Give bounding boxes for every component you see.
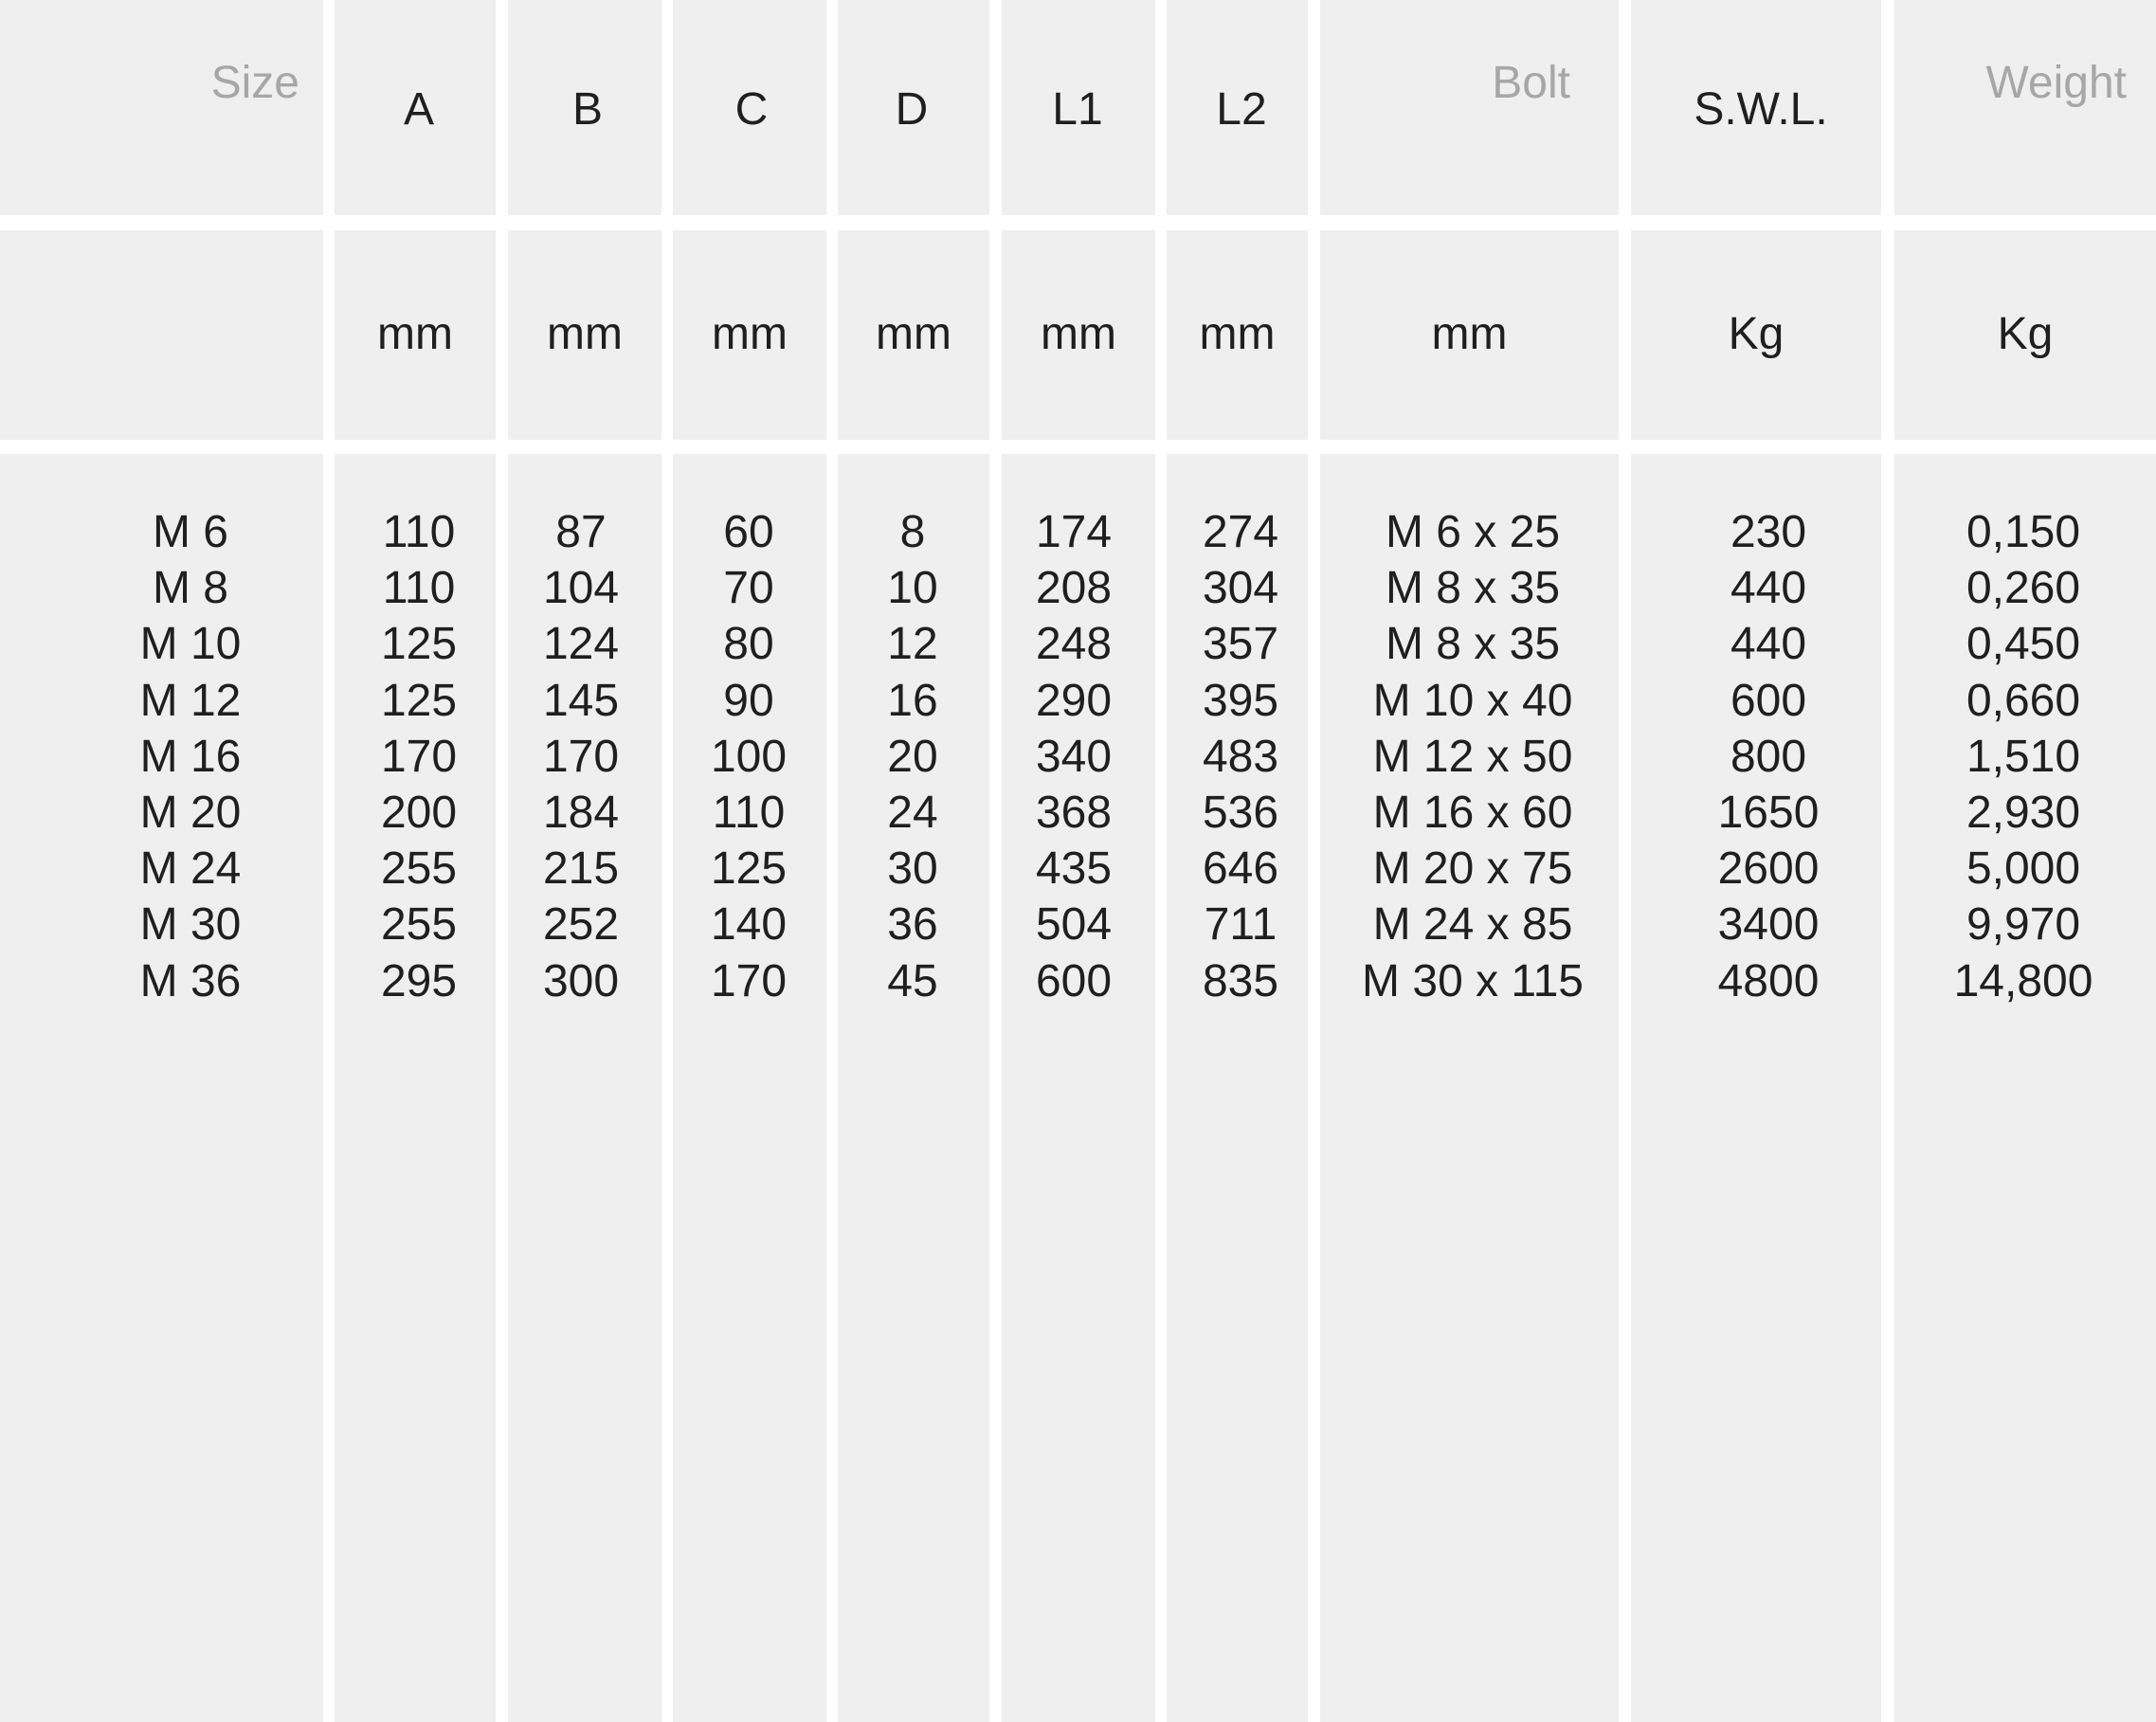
table-cell: 4800 xyxy=(1717,955,1820,1006)
table-cell: 711 xyxy=(1204,899,1277,951)
table-cell: 30 xyxy=(887,843,938,895)
column-unit-l1: mm xyxy=(1041,309,1116,359)
table-cell: M 24 xyxy=(139,843,242,895)
column-header-size: Size xyxy=(210,58,299,108)
column-header-l1: L1 xyxy=(1052,84,1103,135)
table-cell: 174 xyxy=(1035,507,1113,557)
table-cell: 110 xyxy=(382,563,456,614)
column-unit-b: mm xyxy=(547,309,623,359)
table-cell: M 36 xyxy=(139,955,242,1006)
header-cell-a xyxy=(335,0,496,215)
table-cell: M 6 x 25 xyxy=(1385,507,1561,557)
column-header-d: D xyxy=(895,84,929,135)
table-cell: M 12 x 50 xyxy=(1372,731,1573,782)
table-cell: 290 xyxy=(1035,675,1113,726)
table-cell: 536 xyxy=(1202,788,1279,839)
table-cell: 252 xyxy=(542,899,620,951)
table-cell: M 8 xyxy=(152,563,228,614)
header-cell-size xyxy=(0,0,323,215)
table-cell: 255 xyxy=(380,899,458,951)
header-cell-b xyxy=(508,0,661,215)
table-cell: 0,150 xyxy=(1966,507,2081,557)
table-cell: M 20 x 75 xyxy=(1372,843,1573,895)
table-cell: 230 xyxy=(1730,507,1807,557)
table-cell: 274 xyxy=(1202,507,1279,557)
table-cell: 10 xyxy=(887,563,938,614)
table-cell: M 6 xyxy=(152,507,228,557)
header-cell-d xyxy=(838,0,989,215)
header-cell-bolt xyxy=(1320,0,1619,215)
table-cell: 0,660 xyxy=(1966,675,2081,726)
header-cell-s-w-l xyxy=(1631,0,1881,215)
table-cell: 12 xyxy=(887,619,938,670)
column-header-a: A xyxy=(403,84,435,135)
unit-cell-bolt xyxy=(1320,230,1619,440)
table-cell: M 16 x 60 xyxy=(1372,788,1573,839)
table-cell: M 20 xyxy=(139,788,242,839)
table-cell: 145 xyxy=(542,675,620,726)
table-cell: M 16 xyxy=(139,731,242,782)
table-cell: 304 xyxy=(1202,563,1279,614)
column-header-c: C xyxy=(734,84,769,135)
table-cell: 255 xyxy=(380,843,458,895)
table-cell: 9,970 xyxy=(1966,899,2081,951)
column-header-l2: L2 xyxy=(1216,84,1267,135)
unit-cell-weight xyxy=(1894,230,2156,440)
table-cell: M 10 xyxy=(139,619,242,670)
table-cell: 0,260 xyxy=(1966,563,2081,614)
column-values-weight xyxy=(1834,504,2156,1009)
table-cell: 1650 xyxy=(1717,788,1820,839)
table-cell: 600 xyxy=(1730,675,1807,726)
column-unit-c: mm xyxy=(712,309,788,359)
header-cell-c xyxy=(673,0,826,215)
table-cell: M 30 xyxy=(139,899,242,951)
table-cell: 125 xyxy=(380,619,458,670)
table-cell: 295 xyxy=(380,955,458,1006)
column-unit-l2: mm xyxy=(1199,309,1276,359)
table-cell: 504 xyxy=(1035,899,1113,951)
column-unit-d: mm xyxy=(876,309,951,359)
column-unit-weight: Kg xyxy=(1997,309,2054,359)
column-header-s-w-l: S.W.L. xyxy=(1694,84,1828,135)
table-cell: 300 xyxy=(542,955,620,1006)
table-cell: M 24 x 85 xyxy=(1372,899,1573,951)
unit-cell-s-w-l xyxy=(1631,230,1881,440)
column-unit-s-w-l: Kg xyxy=(1728,309,1785,359)
table-cell: M 12 xyxy=(139,675,242,726)
unit-cell-c xyxy=(673,230,826,440)
table-cell: 368 xyxy=(1035,788,1113,839)
unit-cell-d xyxy=(838,230,989,440)
table-cell: 16 xyxy=(887,675,938,726)
table-cell: 110 xyxy=(382,507,456,557)
unit-cell-l1 xyxy=(1002,230,1155,440)
table-cell: 125 xyxy=(380,675,458,726)
table-cell: 5,000 xyxy=(1966,843,2081,895)
unit-cell-b xyxy=(508,230,661,440)
header-cell-weight xyxy=(1894,0,2156,215)
table-cell: 0,450 xyxy=(1966,619,2081,670)
table-cell: M 8 x 35 xyxy=(1385,619,1561,670)
table-cell: 170 xyxy=(710,955,788,1006)
table-cell: 170 xyxy=(380,731,458,782)
table-cell: 646 xyxy=(1202,843,1279,895)
table-cell: 36 xyxy=(887,899,938,951)
table-cell: 80 xyxy=(723,619,774,670)
column-header-weight: Weight xyxy=(1985,58,2127,108)
table-cell: 24 xyxy=(887,788,938,839)
table-cell: 248 xyxy=(1035,619,1113,670)
table-cell: M 30 x 115 xyxy=(1362,955,1584,1006)
table-cell: 20 xyxy=(887,731,938,782)
table-cell: 184 xyxy=(542,788,620,839)
table-cell: 2600 xyxy=(1717,843,1820,895)
table-cell: 208 xyxy=(1035,563,1113,614)
table-cell: 110 xyxy=(712,788,786,839)
table-cell: 2,930 xyxy=(1966,788,2081,839)
table-cell: 483 xyxy=(1202,731,1279,782)
header-cell-l2 xyxy=(1167,0,1308,215)
unit-cell-size xyxy=(0,230,323,440)
table-cell: 215 xyxy=(542,843,620,895)
column-header-bolt: Bolt xyxy=(1492,58,1570,108)
table-cell: 440 xyxy=(1730,563,1807,614)
table-cell: 124 xyxy=(542,619,620,670)
table-cell: 395 xyxy=(1202,675,1279,726)
body-cell-weight xyxy=(1894,454,2156,1722)
table-cell: M 10 x 40 xyxy=(1372,675,1573,726)
table-cell: 87 xyxy=(555,507,607,557)
column-unit-a: mm xyxy=(377,309,453,359)
column-unit-bolt: mm xyxy=(1431,309,1508,359)
table-cell: 835 xyxy=(1202,955,1279,1006)
unit-cell-l2 xyxy=(1167,230,1308,440)
table-cell: 14,800 xyxy=(1953,955,2093,1006)
unit-cell-a xyxy=(335,230,496,440)
table-cell: 170 xyxy=(542,731,620,782)
table-cell: 8 xyxy=(899,507,926,557)
table-cell: 600 xyxy=(1035,955,1113,1006)
table-cell: 70 xyxy=(723,563,774,614)
table-cell: 3400 xyxy=(1717,899,1820,951)
column-header-b: B xyxy=(571,84,604,135)
table-cell: 140 xyxy=(710,899,788,951)
table-cell: 60 xyxy=(723,507,774,557)
table-cell: 104 xyxy=(542,563,620,614)
table-cell: 440 xyxy=(1730,619,1807,670)
table-cell: 340 xyxy=(1035,731,1113,782)
table-cell: 435 xyxy=(1035,843,1113,895)
body-cell-bolt xyxy=(1320,454,1619,1722)
table-cell: 45 xyxy=(887,955,938,1006)
table-cell: 200 xyxy=(380,788,458,839)
table-cell: 90 xyxy=(723,675,774,726)
table-cell: M 8 x 35 xyxy=(1385,563,1561,614)
table-cell: 357 xyxy=(1202,619,1279,670)
table-cell: 800 xyxy=(1730,731,1807,782)
table-cell: 100 xyxy=(710,731,788,782)
table-cell: 125 xyxy=(710,843,788,895)
header-cell-l1 xyxy=(1002,0,1155,215)
table-cell: 1,510 xyxy=(1966,731,2081,782)
